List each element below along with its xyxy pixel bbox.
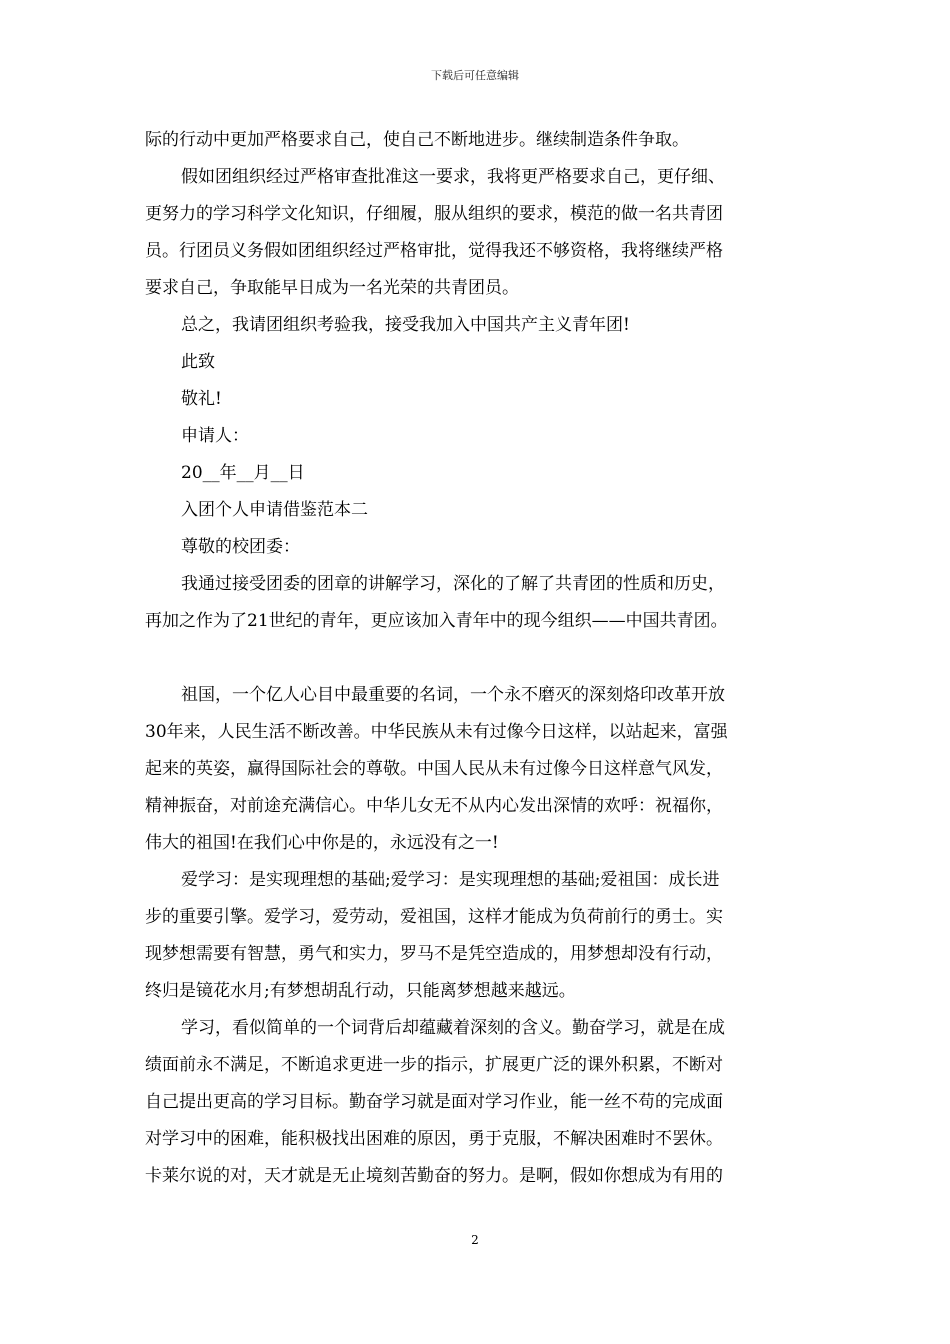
text-line: 绩面前永不满足，不断追求更进一步的指示，扩展更广泛的课外积累，不断对 bbox=[145, 1055, 723, 1075]
applicant-line: 申请人： bbox=[181, 426, 249, 446]
text-line: 总之，我请团组织考验我，接受我加入中国共产主义青年团! bbox=[181, 315, 630, 335]
section-title: 入团个人申请借鉴范本二 bbox=[181, 500, 368, 520]
text-line: 爱学习：是实现理想的基础;爱学习：是实现理想的基础;爱祖国：成长进 bbox=[181, 870, 720, 890]
blank-line bbox=[145, 640, 810, 677]
text-line: 际的行动中更加严格要求自己，使自己不断地进步。继续制造条件争取。 bbox=[145, 130, 689, 150]
salutation-line: 敬礼! bbox=[181, 389, 222, 409]
text-line: 起来的英姿，赢得国际社会的尊敬。中国人民从未有过像今日这样意气风发， bbox=[145, 759, 723, 779]
text-line: 员。行团员义务假如团组织经过严格审批，觉得我还不够资格，我将继续严格 bbox=[145, 241, 723, 261]
text-line: 我通过接受团委的团章的讲解学习，深化的了解了共青团的性质和历史， bbox=[181, 574, 725, 594]
text-line: 再加之作为了21世纪的青年，更应该加入青年中的现今组织——中国共青团。 bbox=[145, 611, 728, 631]
text-line: 精神振奋，对前途充满信心。中华儿女无不从内心发出深情的欢呼：祝福你， bbox=[145, 796, 723, 816]
text-line: 要求自己，争取能早日成为一名光荣的共青团员。 bbox=[145, 278, 519, 298]
page-header: 下载后可任意编辑 bbox=[431, 69, 519, 82]
text-line: 步的重要引擎。爱学习，爱劳动，爱祖国，这样才能成为负荷前行的勇士。实 bbox=[145, 907, 723, 927]
text-line: 卡莱尔说的对，天才就是无止境刻苦勤奋的努力。是啊，假如你想成为有用的 bbox=[145, 1166, 723, 1186]
page-number: 2 bbox=[471, 1233, 479, 1247]
text-line: 现梦想需要有智慧，勇气和实力，罗马不是凭空造成的，用梦想却没有行动， bbox=[145, 944, 723, 964]
text-line: 祖国，一个亿人心目中最重要的名词，一个永不磨灭的深刻烙印改革开放 bbox=[181, 685, 725, 705]
text-line: 学习，看似简单的一个词背后却蕴藏着深刻的含义。勤奋学习，就是在成 bbox=[181, 1018, 725, 1038]
date-line: 20__年__月__日 bbox=[181, 463, 305, 483]
text-line: 更努力的学习科学文化知识，仔细履，服从组织的要求，模范的做一名共青团 bbox=[145, 204, 723, 224]
text-line: 30年来，人民生活不断改善。中华民族从未有过像今日这样，以站起来，富强 bbox=[145, 722, 728, 742]
text-line: 假如团组织经过严格审查批准这一要求，我将更严格要求自己，更仔细、 bbox=[181, 167, 725, 187]
addressee-line: 尊敬的校团委： bbox=[181, 537, 300, 557]
text-line: 伟大的祖国!在我们心中你是的，永远没有之一! bbox=[145, 833, 499, 853]
text-line: 对学习中的困难，能积极找出困难的原因，勇于克服，不解决困难时不罢休。 bbox=[145, 1129, 723, 1149]
document-body bbox=[145, 122, 810, 1195]
text-line: 终归是镜花水月;有梦想胡乱行动，只能离梦想越来越远。 bbox=[145, 981, 576, 1001]
closing-line: 此致 bbox=[181, 352, 215, 372]
text-line: 自己提出更高的学习目标。勤奋学习就是面对学习作业，能一丝不苟的完成面 bbox=[145, 1092, 723, 1112]
